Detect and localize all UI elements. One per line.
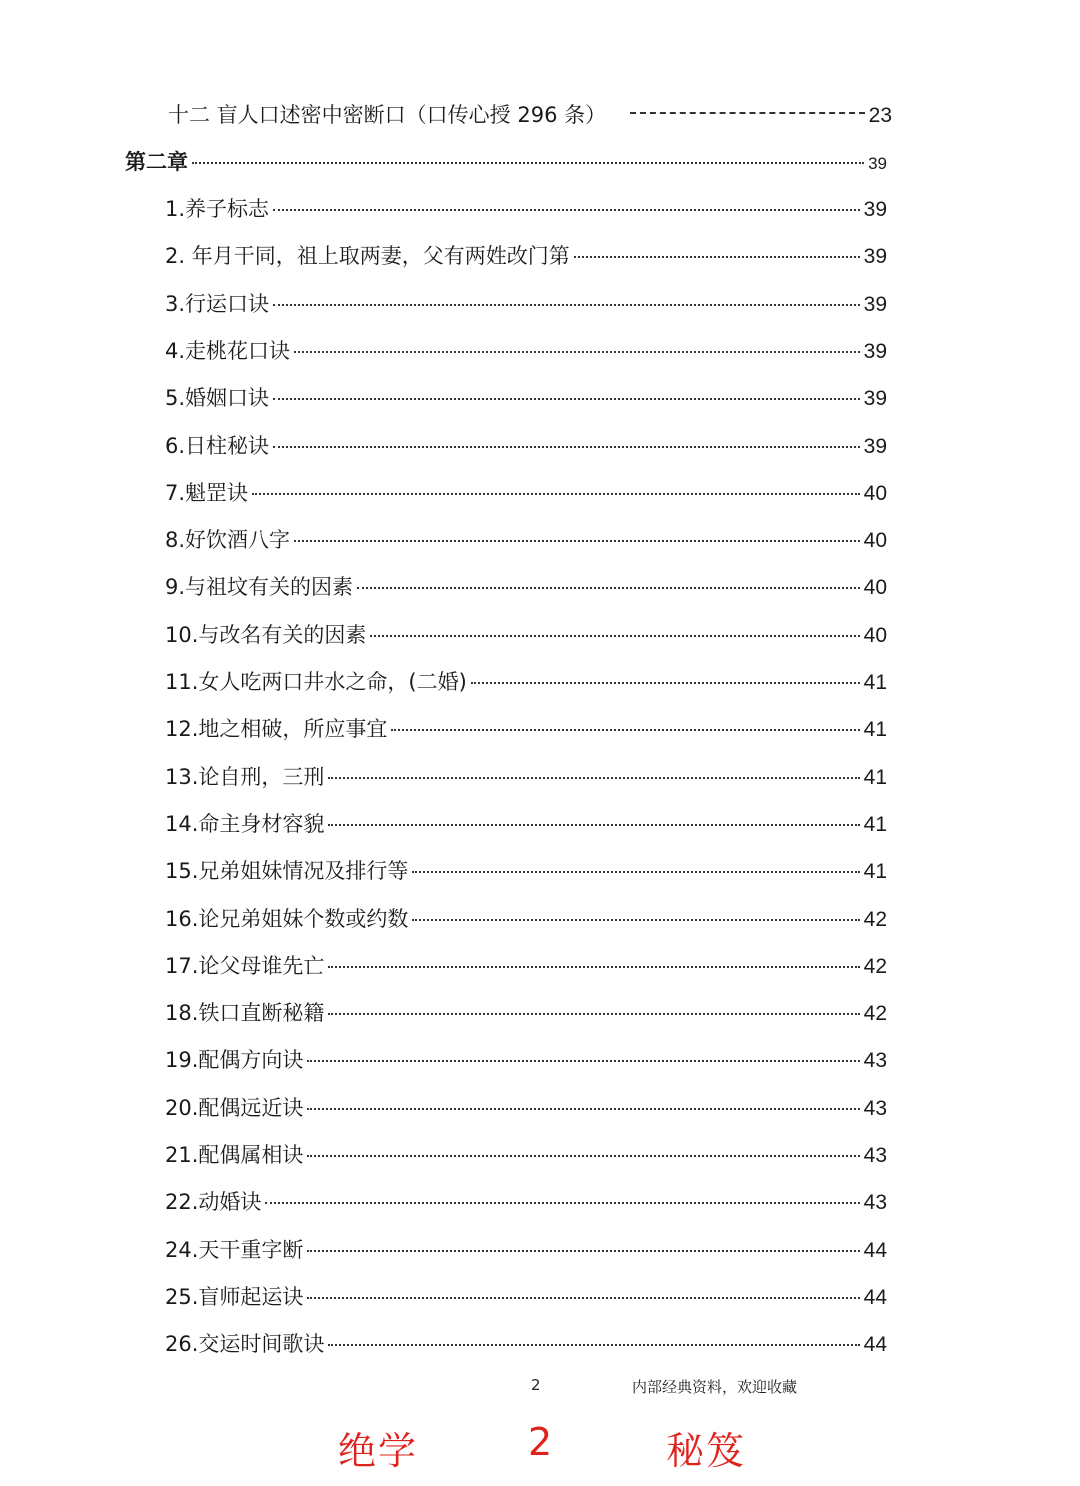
toc-item: [165, 668, 887, 697]
toc-item: [165, 1046, 887, 1075]
toc-item: [165, 242, 887, 271]
toc-leader: [307, 1060, 859, 1062]
toc-item: [165, 432, 887, 461]
toc-item: [165, 999, 887, 1028]
toc-leader: [273, 398, 860, 400]
toc-item-page: 39: [863, 198, 887, 221]
toc-item-label: 22.动婚诀: [165, 1190, 262, 1215]
toc-item-page: 39: [863, 292, 887, 316]
toc-item-label: 6.日柱秘诀: [165, 433, 270, 458]
toc-leader: [630, 112, 865, 114]
toc-item: [165, 1094, 887, 1123]
toc-chapter-page: 39: [868, 154, 887, 173]
toc-item-label: 11.女人吃两口井水之命，(二婚): [165, 670, 467, 694]
toc-item-page: 42: [863, 1002, 887, 1026]
toc-item-page: 39: [863, 434, 887, 458]
toc-item: [165, 1236, 887, 1265]
toc-chapter-label: 第二章: [125, 150, 188, 174]
toc-leader: [328, 777, 859, 779]
toc-item-label: 13.论自刑，三刑: [165, 764, 325, 789]
toc-item-page: 42: [863, 907, 887, 931]
toc-item-page: 44: [863, 1285, 887, 1309]
toc-item-page: 39: [863, 387, 887, 411]
toc-item: [165, 763, 887, 792]
toc-item-page: 41: [863, 860, 887, 884]
toc-chapter-entry: [125, 148, 887, 178]
toc-item-label: 24.天干重字断: [165, 1237, 304, 1262]
toc-item-page: 41: [863, 812, 887, 836]
toc-item-page: 43: [863, 1144, 887, 1167]
toc-item-label: 10.与改名有关的因素: [165, 622, 367, 647]
toc-leader: [294, 351, 860, 353]
toc-leader: [357, 587, 860, 589]
toc-item: [165, 526, 887, 555]
toc-leader: [370, 635, 859, 637]
toc-item-label: 4.走桃花口诀: [165, 338, 291, 363]
toc-item-label: 18.铁口直断秘籍: [165, 1001, 325, 1026]
toc-leader: [328, 824, 859, 826]
toc-item-page: 40: [863, 576, 887, 600]
toc-leader: [273, 446, 860, 448]
toc-item: [165, 1330, 887, 1359]
toc-leader: [307, 1108, 859, 1110]
toc-leader: [265, 1202, 859, 1204]
toc-item-label: 2. 年月干同，祖上取两妻，父有两姓改门第: [165, 244, 570, 269]
toc-item-page: 43: [863, 1049, 887, 1073]
toc-leader: [328, 1344, 859, 1346]
toc-item-page: 40: [863, 529, 887, 553]
toc-item: [165, 905, 887, 934]
footer-note: 内部经典资料，欢迎收藏: [632, 1378, 798, 1396]
toc-item-label: 15.兄弟姐妹情况及排行等: [165, 859, 409, 884]
toc-item-page: 39: [863, 245, 887, 269]
toc-item: [165, 479, 887, 508]
toc-item-label: 19.配偶方向诀: [165, 1048, 304, 1073]
toc-leader: [412, 919, 859, 921]
toc-leader: [471, 682, 860, 684]
toc-item: [165, 384, 887, 413]
toc-item-label: 25.盲师起运诀: [165, 1284, 304, 1309]
toc-item-label: 1.养子标志: [165, 197, 270, 221]
toc-item-label: 5.婚姻口诀: [165, 386, 270, 411]
toc-leader: [273, 209, 860, 211]
toc-item: [165, 621, 887, 650]
toc-leader: [391, 729, 859, 731]
toc-item-label: 7.魁罡诀: [165, 480, 249, 505]
toc-item-page: 42: [863, 954, 887, 978]
toc-item-page: 40: [863, 481, 887, 505]
toc-top-entry: [168, 101, 892, 130]
toc-item: [165, 1188, 887, 1217]
toc-item-label: 14.命主身材容貌: [165, 811, 325, 836]
toc-leader: [412, 871, 859, 873]
toc-item: [165, 857, 887, 886]
toc-leader: [307, 1155, 859, 1157]
toc-item-label: 3.行运口诀: [165, 291, 270, 316]
toc-item-page: 44: [863, 1238, 887, 1262]
toc-leader: [252, 493, 860, 495]
toc-item-page: 41: [863, 671, 887, 694]
toc-leader: [307, 1250, 859, 1252]
toc-item: [165, 1283, 887, 1312]
toc-item: [165, 573, 887, 602]
toc-item-label: 9.与祖坟有关的因素: [165, 575, 354, 600]
toc-item: [165, 715, 887, 744]
toc-item: [165, 1141, 887, 1170]
toc-item-label: 16.论兄弟姐妹个数或约数: [165, 906, 409, 931]
banner-right-text: 秘笈: [666, 1429, 747, 1473]
toc-top-entry-page: 23: [868, 104, 892, 127]
footer-page-number: 2: [531, 1376, 541, 1394]
toc-item-page: 43: [863, 1096, 887, 1120]
toc-item: [165, 195, 887, 224]
toc-item-label: 12.地之相破，所应事宜: [165, 717, 388, 742]
toc-leader: [574, 256, 860, 258]
toc-item-label: 26.交运时间歌诀: [165, 1332, 325, 1357]
toc-item-page: 43: [863, 1191, 887, 1215]
banner-left-text: 绝学: [338, 1429, 419, 1473]
toc-item-page: 41: [863, 718, 887, 742]
toc-item-label: 20.配偶远近诀: [165, 1095, 304, 1120]
toc-item: [165, 337, 887, 366]
toc-item-page: 41: [863, 765, 887, 789]
toc-item-page: 44: [863, 1333, 887, 1357]
toc-item-label: 17.论父母谁先亡: [165, 953, 325, 978]
toc-leader: [328, 966, 859, 968]
toc-leader: [294, 540, 860, 542]
toc-item-page: 39: [863, 339, 887, 363]
toc-leader: [307, 1297, 859, 1299]
toc-item-page: 40: [863, 623, 887, 647]
toc-leader: [273, 304, 860, 306]
toc-item: [165, 810, 887, 839]
toc-item: [165, 290, 887, 319]
toc-item: [165, 952, 887, 981]
toc-leader: [192, 162, 864, 164]
toc-top-entry-label: 十二 盲人口述密中密断口（口传心授 296 条）: [168, 103, 607, 127]
toc-item-label: 8.好饮酒八字: [165, 528, 291, 553]
toc-leader: [328, 1013, 859, 1015]
toc-item-label: 21.配偶属相诀: [165, 1143, 304, 1167]
banner-center-text: 2: [528, 1420, 555, 1464]
